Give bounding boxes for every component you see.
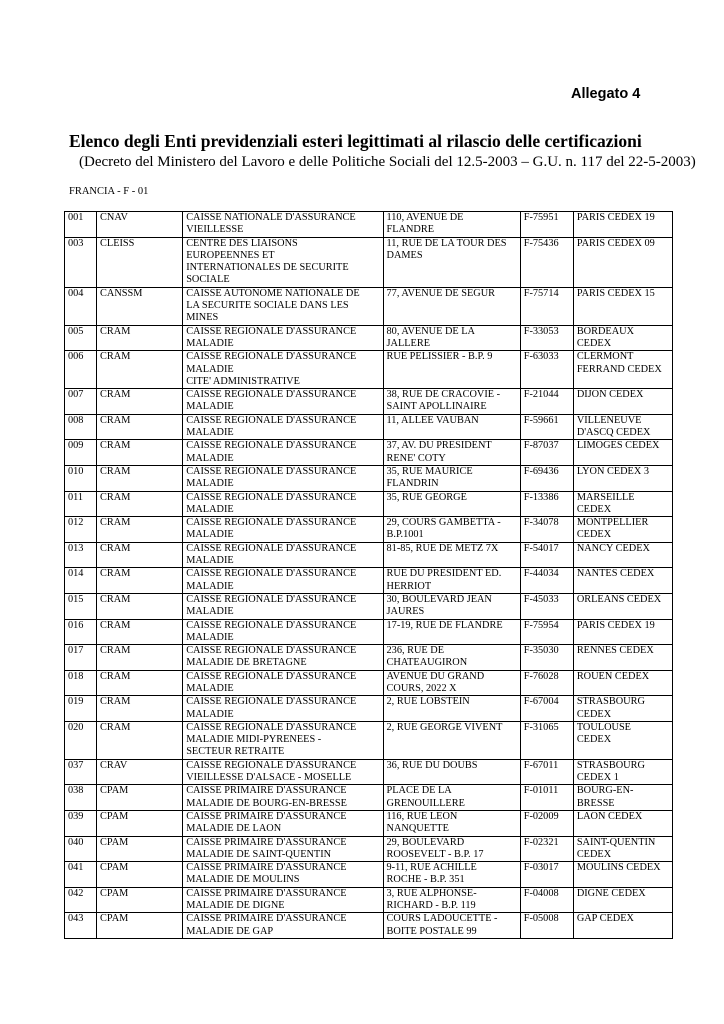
entity-city: STRASBOURG CEDEX 1 — [573, 759, 672, 785]
entity-address: 35, RUE GEORGE — [383, 491, 520, 517]
entity-postcode: F-13386 — [520, 491, 573, 517]
entity-postcode: F-34078 — [520, 517, 573, 543]
entity-number: 005 — [65, 325, 97, 351]
entity-postcode: F-05008 — [520, 913, 573, 939]
entity-city: LIMOGES CEDEX — [573, 440, 672, 466]
entity-postcode: F-02009 — [520, 810, 573, 836]
entity-address: RUE DU PRESIDENT ED. HERRIOT — [383, 568, 520, 594]
entity-address: 116, RUE LEON NANQUETTE — [383, 810, 520, 836]
entity-address: 77, AVENUE DE SEGUR — [383, 287, 520, 325]
entity-postcode: F-69436 — [520, 465, 573, 491]
entity-postcode: F-67011 — [520, 759, 573, 785]
entity-name: CAISSE REGIONALE D'ASSURANCE MALADIE — [183, 696, 383, 722]
entity-name: CAISSE REGIONALE D'ASSURANCE MALADIE — [183, 593, 383, 619]
entity-address: 35, RUE MAURICE FLANDRIN — [383, 465, 520, 491]
entity-abbreviation: CRAM — [97, 721, 183, 759]
entity-city: MOULINS CEDEX — [573, 862, 672, 888]
entity-address: 38, RUE DE CRACOVIE - SAINT APOLLINAIRE — [383, 389, 520, 415]
table-row — [65, 465, 673, 491]
entity-postcode: F-35030 — [520, 645, 573, 671]
entity-number: 008 — [65, 414, 97, 440]
entity-abbreviation: CNAV — [97, 212, 183, 238]
table-row — [65, 862, 673, 888]
entity-address: 17-19, RUE DE FLANDRE — [383, 619, 520, 645]
entity-postcode: F-01011 — [520, 785, 573, 811]
entity-name: CAISSE REGIONALE D'ASSURANCE MALADIE — [183, 517, 383, 543]
entity-number: 043 — [65, 913, 97, 939]
entity-abbreviation: CLEISS — [97, 237, 183, 287]
table-row — [65, 237, 673, 287]
entity-postcode: F-75436 — [520, 237, 573, 287]
entity-postcode: F-67004 — [520, 696, 573, 722]
entity-address: 2, RUE GEORGE VIVENT — [383, 721, 520, 759]
entity-address: 3, RUE ALPHONSE- RICHARD - B.P. 119 — [383, 887, 520, 913]
entity-postcode: F-02321 — [520, 836, 573, 862]
entity-number: 019 — [65, 696, 97, 722]
table-row — [65, 721, 673, 759]
table-row — [65, 810, 673, 836]
table-row — [65, 325, 673, 351]
entity-name: CAISSE REGIONALE D'ASSURANCE MALADIE — [183, 389, 383, 415]
table-row — [65, 568, 673, 594]
entity-number: 011 — [65, 491, 97, 517]
entity-abbreviation: CRAM — [97, 389, 183, 415]
table-row — [65, 287, 673, 325]
entity-number: 012 — [65, 517, 97, 543]
entity-address: 29, COURS GAMBETTA - B.P.1001 — [383, 517, 520, 543]
table-row — [65, 913, 673, 939]
entity-address: 9-11, RUE ACHILLE ROCHE - B.P. 351 — [383, 862, 520, 888]
entity-abbreviation: CRAM — [97, 696, 183, 722]
entity-abbreviation: CRAM — [97, 568, 183, 594]
entity-number: 009 — [65, 440, 97, 466]
entity-abbreviation: CRAM — [97, 465, 183, 491]
entity-postcode: F-87037 — [520, 440, 573, 466]
entity-city: VILLENEUVE D'ASCQ CEDEX — [573, 414, 672, 440]
entity-city: ROUEN CEDEX — [573, 670, 672, 696]
entity-abbreviation: CPAM — [97, 810, 183, 836]
entity-name: CAISSE PRIMAIRE D'ASSURANCE MALADIE DE DIGNE — [183, 887, 383, 913]
entity-city: DIGNE CEDEX — [573, 887, 672, 913]
entity-address: COURS LADOUCETTE - BOITE POSTALE 99 — [383, 913, 520, 939]
entity-number: 010 — [65, 465, 97, 491]
entity-postcode: F-76028 — [520, 670, 573, 696]
entity-city: PARIS CEDEX 09 — [573, 237, 672, 287]
entity-abbreviation: CRAM — [97, 325, 183, 351]
entity-address: 81-85, RUE DE METZ 7X — [383, 542, 520, 568]
entity-address: 110, AVENUE DE FLANDRE — [383, 212, 520, 238]
entity-name: CAISSE REGIONALE D'ASSURANCE VIEILLESSE D'ALSACE - MOSELLE — [183, 759, 383, 785]
entities-table — [64, 211, 673, 939]
entity-address: 37, AV. DU PRESIDENT RENE' COTY — [383, 440, 520, 466]
entity-number: 041 — [65, 862, 97, 888]
entity-name: CAISSE REGIONALE D'ASSURANCE MALADIE — [183, 670, 383, 696]
entity-name: CAISSE REGIONALE D'ASSURANCE MALADIE — [183, 491, 383, 517]
entity-abbreviation: CRAM — [97, 351, 183, 389]
entity-abbreviation: CRAM — [97, 517, 183, 543]
table-row — [65, 517, 673, 543]
entity-postcode: F-04008 — [520, 887, 573, 913]
entity-number: 016 — [65, 619, 97, 645]
entity-name: CAISSE REGIONALE D'ASSURANCE MALADIE — [183, 414, 383, 440]
entity-name: CAISSE PRIMAIRE D'ASSURANCE MALADIE DE SAINT-QUENTIN — [183, 836, 383, 862]
entity-city: RENNES CEDEX — [573, 645, 672, 671]
entity-address: RUE PELISSIER - B.P. 9 — [383, 351, 520, 389]
entity-name: CAISSE REGIONALE D'ASSURANCE MALADIE — [183, 465, 383, 491]
allegato-label: Allegato 4 — [571, 86, 641, 102]
entity-name: CAISSE REGIONALE D'ASSURANCE MALADIE — [183, 325, 383, 351]
entity-abbreviation: CRAM — [97, 491, 183, 517]
entity-address: 11, ALLEE VAUBAN — [383, 414, 520, 440]
table-row — [65, 212, 673, 238]
entity-city: GAP CEDEX — [573, 913, 672, 939]
entity-city: STRASBOURG CEDEX — [573, 696, 672, 722]
entity-abbreviation: CRAM — [97, 645, 183, 671]
entity-address: 29, BOULEVARD ROOSEVELT - B.P. 17 — [383, 836, 520, 862]
entity-address: 80, AVENUE DE LA JALLERE — [383, 325, 520, 351]
entity-name: CAISSE REGIONALE D'ASSURANCE MALADIE — [183, 619, 383, 645]
entity-abbreviation: CRAM — [97, 414, 183, 440]
entity-name: CAISSE REGIONALE D'ASSURANCE MALADIE — [183, 542, 383, 568]
entity-postcode: F-54017 — [520, 542, 573, 568]
entity-postcode: F-03017 — [520, 862, 573, 888]
entity-number: 007 — [65, 389, 97, 415]
entity-city: BORDEAUX CEDEX — [573, 325, 672, 351]
entity-name: CAISSE REGIONALE D'ASSURANCE MALADIE — [183, 568, 383, 594]
entity-city: ORLEANS CEDEX — [573, 593, 672, 619]
entity-name: CAISSE AUTONOME NATIONALE DE LA SECURITE SOCIALE DANS LES MINES — [183, 287, 383, 325]
entity-abbreviation: CRAV — [97, 759, 183, 785]
entity-address: 2, RUE LOBSTEIN — [383, 696, 520, 722]
table-row — [65, 696, 673, 722]
table-row — [65, 542, 673, 568]
entity-city: CLERMONT FERRAND CEDEX — [573, 351, 672, 389]
entity-address: 36, RUE DU DOUBS — [383, 759, 520, 785]
entity-city: PARIS CEDEX 15 — [573, 287, 672, 325]
entity-address: AVENUE DU GRAND COURS, 2022 X — [383, 670, 520, 696]
entity-abbreviation: CPAM — [97, 836, 183, 862]
table-row — [65, 491, 673, 517]
entity-abbreviation: CANSSM — [97, 287, 183, 325]
entity-city: NANCY CEDEX — [573, 542, 672, 568]
table-row — [65, 593, 673, 619]
table-row — [65, 414, 673, 440]
entity-postcode: F-45033 — [520, 593, 573, 619]
entity-number: 017 — [65, 645, 97, 671]
entity-postcode: F-21044 — [520, 389, 573, 415]
table-row — [65, 785, 673, 811]
entity-postcode: F-59661 — [520, 414, 573, 440]
entity-city: PARIS CEDEX 19 — [573, 212, 672, 238]
entity-name: CAISSE REGIONALE D'ASSURANCE MALADIE — [183, 440, 383, 466]
document-subtitle: (Decreto del Ministero del Lavoro e delle Politiche Sociali del 12.5-2003 – G.U. n. 117 del 22-5-2003) — [79, 154, 696, 170]
entity-number: 003 — [65, 237, 97, 287]
entity-city: LYON CEDEX 3 — [573, 465, 672, 491]
table-row — [65, 887, 673, 913]
entity-number: 001 — [65, 212, 97, 238]
entity-name: CAISSE REGIONALE D'ASSURANCE MALADIE DE BRETAGNE — [183, 645, 383, 671]
table-row — [65, 389, 673, 415]
entity-number: 015 — [65, 593, 97, 619]
entity-postcode: F-75951 — [520, 212, 573, 238]
table-row — [65, 440, 673, 466]
entity-abbreviation: CRAM — [97, 593, 183, 619]
entity-city: LAON CEDEX — [573, 810, 672, 836]
table-row — [65, 836, 673, 862]
entity-name: CAISSE PRIMAIRE D'ASSURANCE MALADIE DE LAON — [183, 810, 383, 836]
entity-name: CAISSE NATIONALE D'ASSURANCE VIEILLESSE — [183, 212, 383, 238]
entity-city: DIJON CEDEX — [573, 389, 672, 415]
entity-number: 040 — [65, 836, 97, 862]
table-row — [65, 351, 673, 389]
entity-city: NANTES CEDEX — [573, 568, 672, 594]
entity-number: 004 — [65, 287, 97, 325]
document-title: Elenco degli Enti previdenziali esteri legittimati al rilascio delle certificazioni — [69, 131, 642, 151]
entities-table-body — [65, 212, 673, 939]
entity-postcode: F-75714 — [520, 287, 573, 325]
entity-city: MARSEILLE CEDEX — [573, 491, 672, 517]
entity-number: 042 — [65, 887, 97, 913]
table-row — [65, 645, 673, 671]
table-row — [65, 759, 673, 785]
entity-abbreviation: CPAM — [97, 785, 183, 811]
entity-number: 013 — [65, 542, 97, 568]
entity-abbreviation: CRAM — [97, 619, 183, 645]
entity-city: BOURG-EN- BRESSE — [573, 785, 672, 811]
table-row — [65, 670, 673, 696]
entity-abbreviation: CPAM — [97, 913, 183, 939]
entity-address: PLACE DE LA GRENOUILLERE — [383, 785, 520, 811]
entity-city: TOULOUSE CEDEX — [573, 721, 672, 759]
entity-name: CAISSE PRIMAIRE D'ASSURANCE MALADIE DE BOURG-EN-BRESSE — [183, 785, 383, 811]
entity-number: 038 — [65, 785, 97, 811]
entity-number: 037 — [65, 759, 97, 785]
entity-abbreviation: CRAM — [97, 670, 183, 696]
entity-postcode: F-31065 — [520, 721, 573, 759]
entity-abbreviation: CPAM — [97, 862, 183, 888]
entity-city: MONTPELLIER CEDEX — [573, 517, 672, 543]
entity-postcode: F-75954 — [520, 619, 573, 645]
entity-postcode: F-44034 — [520, 568, 573, 594]
entity-number: 006 — [65, 351, 97, 389]
country-code: FRANCIA - F - 01 — [69, 186, 149, 197]
entity-postcode: F-63033 — [520, 351, 573, 389]
entity-number: 020 — [65, 721, 97, 759]
entity-abbreviation: CRAM — [97, 542, 183, 568]
entity-name: CAISSE REGIONALE D'ASSURANCE MALADIE CITE' ADMINISTRATIVE — [183, 351, 383, 389]
entity-abbreviation: CPAM — [97, 887, 183, 913]
entity-abbreviation: CRAM — [97, 440, 183, 466]
entity-postcode: F-33053 — [520, 325, 573, 351]
entity-name: CENTRE DES LIAISONS EUROPEENNES ET INTERNATIONALES DE SECURITE SOCIALE — [183, 237, 383, 287]
entity-number: 018 — [65, 670, 97, 696]
entity-city: SAINT-QUENTIN CEDEX — [573, 836, 672, 862]
entity-address: 11, RUE DE LA TOUR DES DAMES — [383, 237, 520, 287]
entity-number: 039 — [65, 810, 97, 836]
entity-name: CAISSE PRIMAIRE D'ASSURANCE MALADIE DE MOULINS — [183, 862, 383, 888]
table-row — [65, 619, 673, 645]
entity-address: 236, RUE DE CHATEAUGIRON — [383, 645, 520, 671]
entity-name: CAISSE REGIONALE D'ASSURANCE MALADIE MIDI-PYRENEES - SECTEUR RETRAITE — [183, 721, 383, 759]
entity-name: CAISSE PRIMAIRE D'ASSURANCE MALADIE DE GAP — [183, 913, 383, 939]
entity-city: PARIS CEDEX 19 — [573, 619, 672, 645]
entity-address: 30, BOULEVARD JEAN JAURES — [383, 593, 520, 619]
entity-number: 014 — [65, 568, 97, 594]
